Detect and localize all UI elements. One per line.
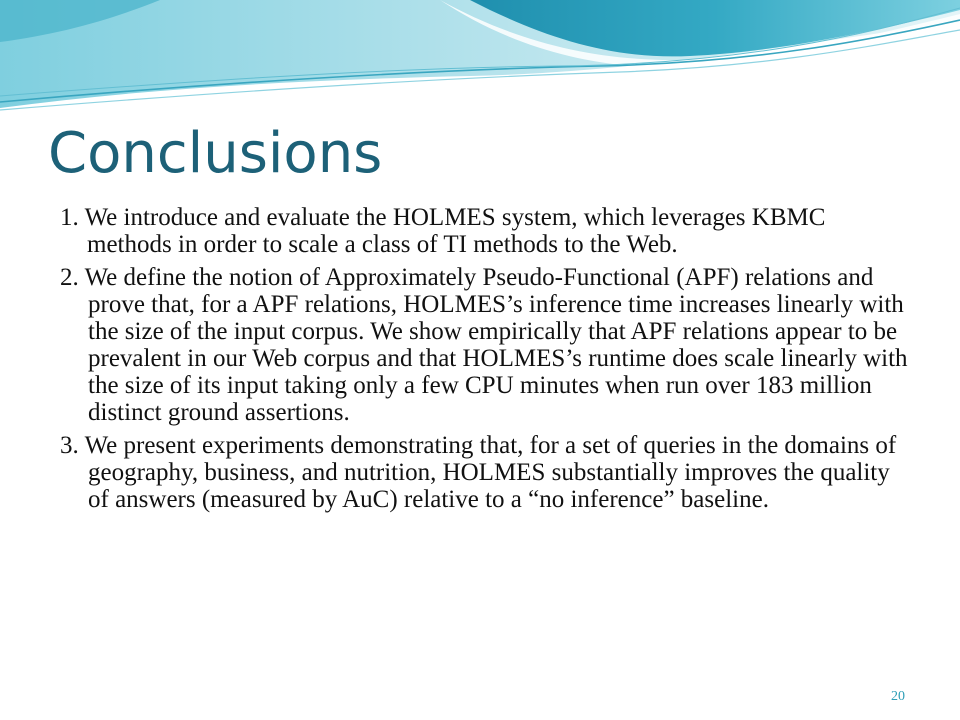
conclusions-list <box>60 204 910 519</box>
item-text: We present experiments demonstrating that, for a set of queries in the domains of geography, business, and nutrition, HOLMES substantially improves the quality of answers (measured by AuC) relative to a “no inference” baseline. <box>84 432 897 513</box>
page-number: 20 <box>891 689 905 704</box>
header-wave-decoration <box>0 0 960 120</box>
item-number: 3. <box>60 432 79 459</box>
conclusion-item <box>60 432 910 513</box>
item-number: 2. <box>60 264 79 291</box>
item-text: We define the notion of Approximately Pseudo-Functional (APF) relations and prove that, for a APF relations, HOLMES’s inference time increases linearly with the size of the input corpus. We show empirically that APF relations appear to be prevalent in our Web corpus and that HOLMES’s runtime does scale linearly with the size of its input taking only a few CPU minutes when run over 183 million distinct ground assertions. <box>84 264 908 426</box>
conclusion-item <box>60 204 910 258</box>
conclusion-item <box>60 264 910 426</box>
item-text: We introduce and evaluate the HOLMES system, which leverages KBMC methods in order to scale a class of TI methods to the Web. <box>84 204 826 258</box>
slide-title: Conclusions <box>48 121 383 186</box>
item-number: 1. <box>60 204 79 231</box>
